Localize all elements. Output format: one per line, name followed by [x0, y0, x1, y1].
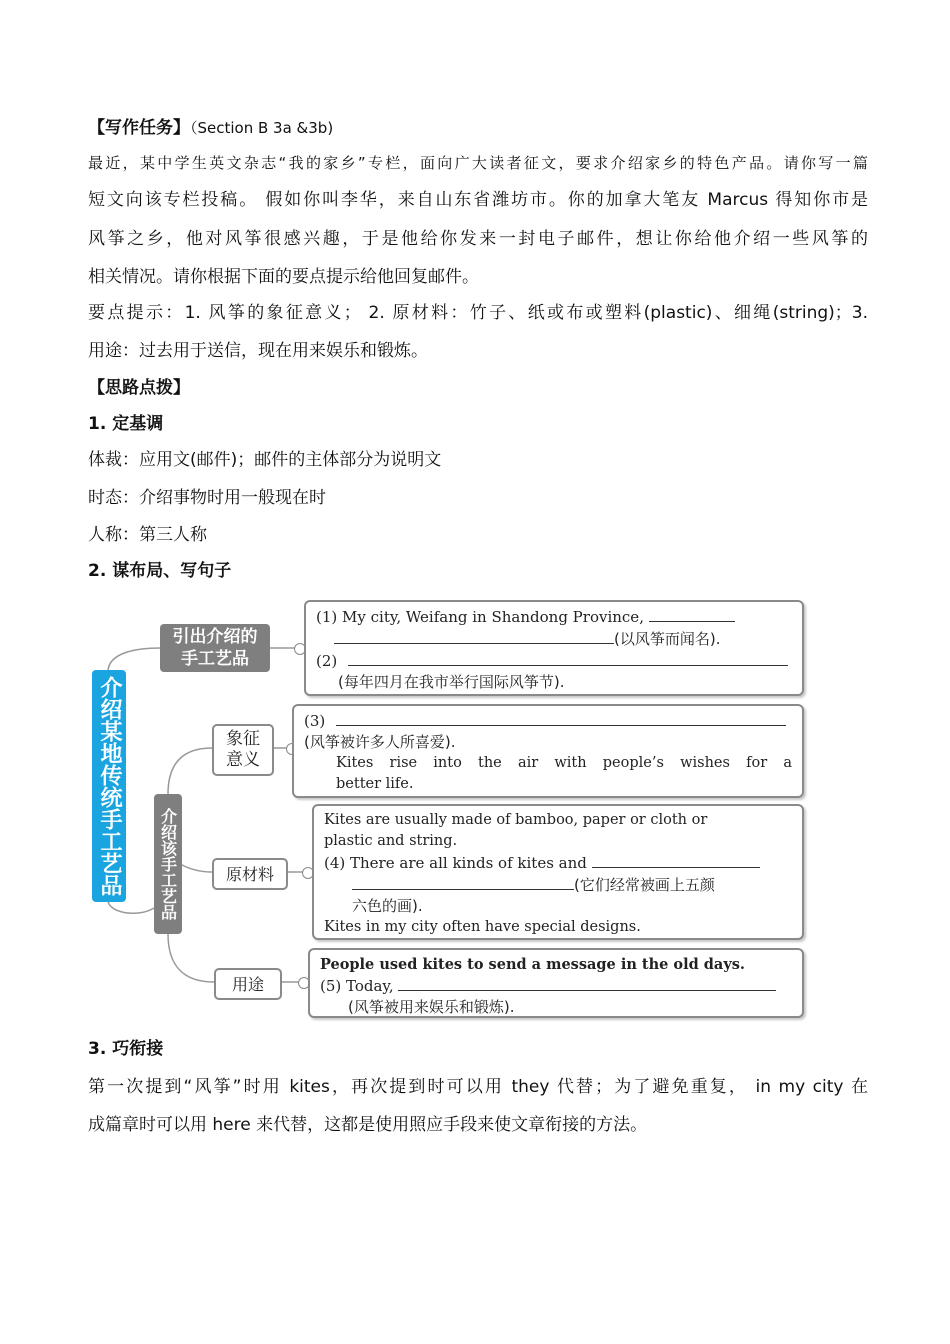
- symbol-node-label: 象征意义: [226, 729, 260, 770]
- answer-blank-2[interactable]: [348, 650, 788, 666]
- task-heading-line: [88, 116, 868, 140]
- card4-s5-text: (5) Today,: [320, 977, 394, 995]
- root-node-label: 介绍某地传统手工艺品: [97, 676, 122, 896]
- card1-sentence-1-cont: [316, 628, 792, 650]
- use-node-label: 用途: [231, 974, 264, 994]
- card4-s5-hint: (风筝被用来娱乐和锻炼).: [348, 998, 515, 1016]
- card4-s5-hint-row: [320, 997, 792, 1018]
- step2-title: 2. 谋布局、写句子: [88, 561, 232, 581]
- card-use: [308, 948, 804, 1018]
- card3-line-1: Kites are usually made of bamboo, paper or cloth or: [324, 812, 708, 828]
- task-section: （Section B 3a &3b): [190, 119, 334, 137]
- card1-s1-hint: (以风筝而闻名).: [614, 630, 721, 648]
- card1-s2-hint: (每年四月在我市举行国际风筝节).: [338, 673, 565, 691]
- mind-map: [88, 598, 810, 1026]
- tense-text: 时态：介绍事物时用一般现在时: [88, 488, 326, 508]
- card2-sentence-3: [304, 710, 792, 732]
- guide-heading: 【思路点拨】: [88, 378, 190, 398]
- card3-s4-cont: [324, 874, 792, 896]
- task-points-line-2: 用途：过去用于送信，现在用来娱乐和锻炼。: [88, 341, 428, 361]
- card2-line-1: Kites rise into the air with people’s wishes for a: [336, 755, 792, 771]
- card-material: [312, 804, 804, 940]
- card3-s4-hint-a: (它们经常被画上五颜: [574, 876, 715, 894]
- card1-s2-hint-row: [316, 672, 792, 693]
- answer-blank-1a[interactable]: [649, 606, 735, 622]
- link-line-1: 第一次提到“风筝”时用 kites，再次提到时可以用 they 代替；为了避免重复， in my city 在: [88, 1077, 868, 1097]
- detail-branch-node: [154, 794, 182, 934]
- symbol-node: [212, 724, 274, 776]
- card3-s4-text: (4) There are all kinds of kites and: [324, 854, 587, 872]
- card2-s3-hint-row: [304, 732, 792, 753]
- answer-blank-5[interactable]: [398, 975, 776, 991]
- step3-title: 3. 巧衔接: [88, 1039, 164, 1059]
- card3-sentence-4: [324, 852, 792, 874]
- detail-branch-label: 介绍该手工艺品: [158, 808, 178, 920]
- card4-sentence-5: [320, 975, 792, 997]
- use-node: [214, 968, 282, 1000]
- card1-s2-text: (2): [316, 652, 338, 670]
- answer-blank-3[interactable]: [336, 710, 786, 726]
- task-paragraph-line-3: 风筝之乡，他对风筝很感兴趣，于是他给你发来一封电子邮件，想让你给他介绍一些风筝的: [88, 229, 868, 249]
- step1-title: 1. 定基调: [88, 414, 164, 434]
- intro-branch-node: [160, 624, 270, 672]
- person-text: 人称：第三人称: [88, 525, 207, 545]
- card1-sentence-2: [316, 650, 792, 672]
- task-paragraph-line-1: 最近，某中学生英文杂志“我的家乡”专栏，面向广大读者征文，要求介绍家乡的特色产品。请你写一篇: [88, 154, 868, 172]
- card3-line-3: Kites in my city often have special designs.: [324, 919, 641, 935]
- card2-s3-text: (3): [304, 712, 326, 730]
- root-node: [92, 670, 126, 902]
- link-line-2: 成篇章时可以用 here 来代替，这都是使用照应手段来使文章衔接的方法。: [88, 1115, 648, 1135]
- card1-s1-text: (1) My city, Weifang in Shandong Province,: [316, 608, 644, 626]
- material-node: [212, 858, 288, 890]
- card3-s4-hint-b: 六色的画).: [352, 897, 423, 915]
- answer-blank-4a[interactable]: [592, 852, 760, 868]
- intro-branch-label: 引出介绍的手工艺品: [172, 627, 258, 669]
- material-node-label: 原材料: [225, 864, 274, 884]
- task-points-line-1: 要点提示：1. 风筝的象征意义； 2. 原材料：竹子、纸或布或塑料(plastic)、细绳(string)；3.: [88, 303, 868, 323]
- task-paragraph-line-2: 短文向该专栏投稿。 假如你叫李华，来自山东省潍坊市。你的加拿大笔友 Marcus 得知你市是: [88, 190, 868, 210]
- card3-s4-hint-b-row: [324, 896, 792, 917]
- task-heading: 【写作任务】: [88, 118, 190, 138]
- card-symbol: [292, 704, 804, 798]
- card2-s3-hint: (风筝被许多人所喜爱).: [304, 733, 456, 751]
- card4-line-1: People used kites to send a message in the old days.: [320, 956, 745, 973]
- task-paragraph-line-4: 相关情况。请你根据下面的要点提示给他回复邮件。: [88, 267, 479, 287]
- card3-line-2: plastic and string.: [324, 833, 458, 849]
- genre-text: 体裁：应用文(邮件)；邮件的主体部分为说明文: [88, 450, 442, 470]
- card1-sentence-1: [316, 606, 792, 628]
- card-intro: [304, 600, 804, 696]
- answer-blank-1b[interactable]: [334, 628, 614, 644]
- card2-line-2: better life.: [336, 776, 414, 792]
- answer-blank-4b[interactable]: [352, 874, 574, 890]
